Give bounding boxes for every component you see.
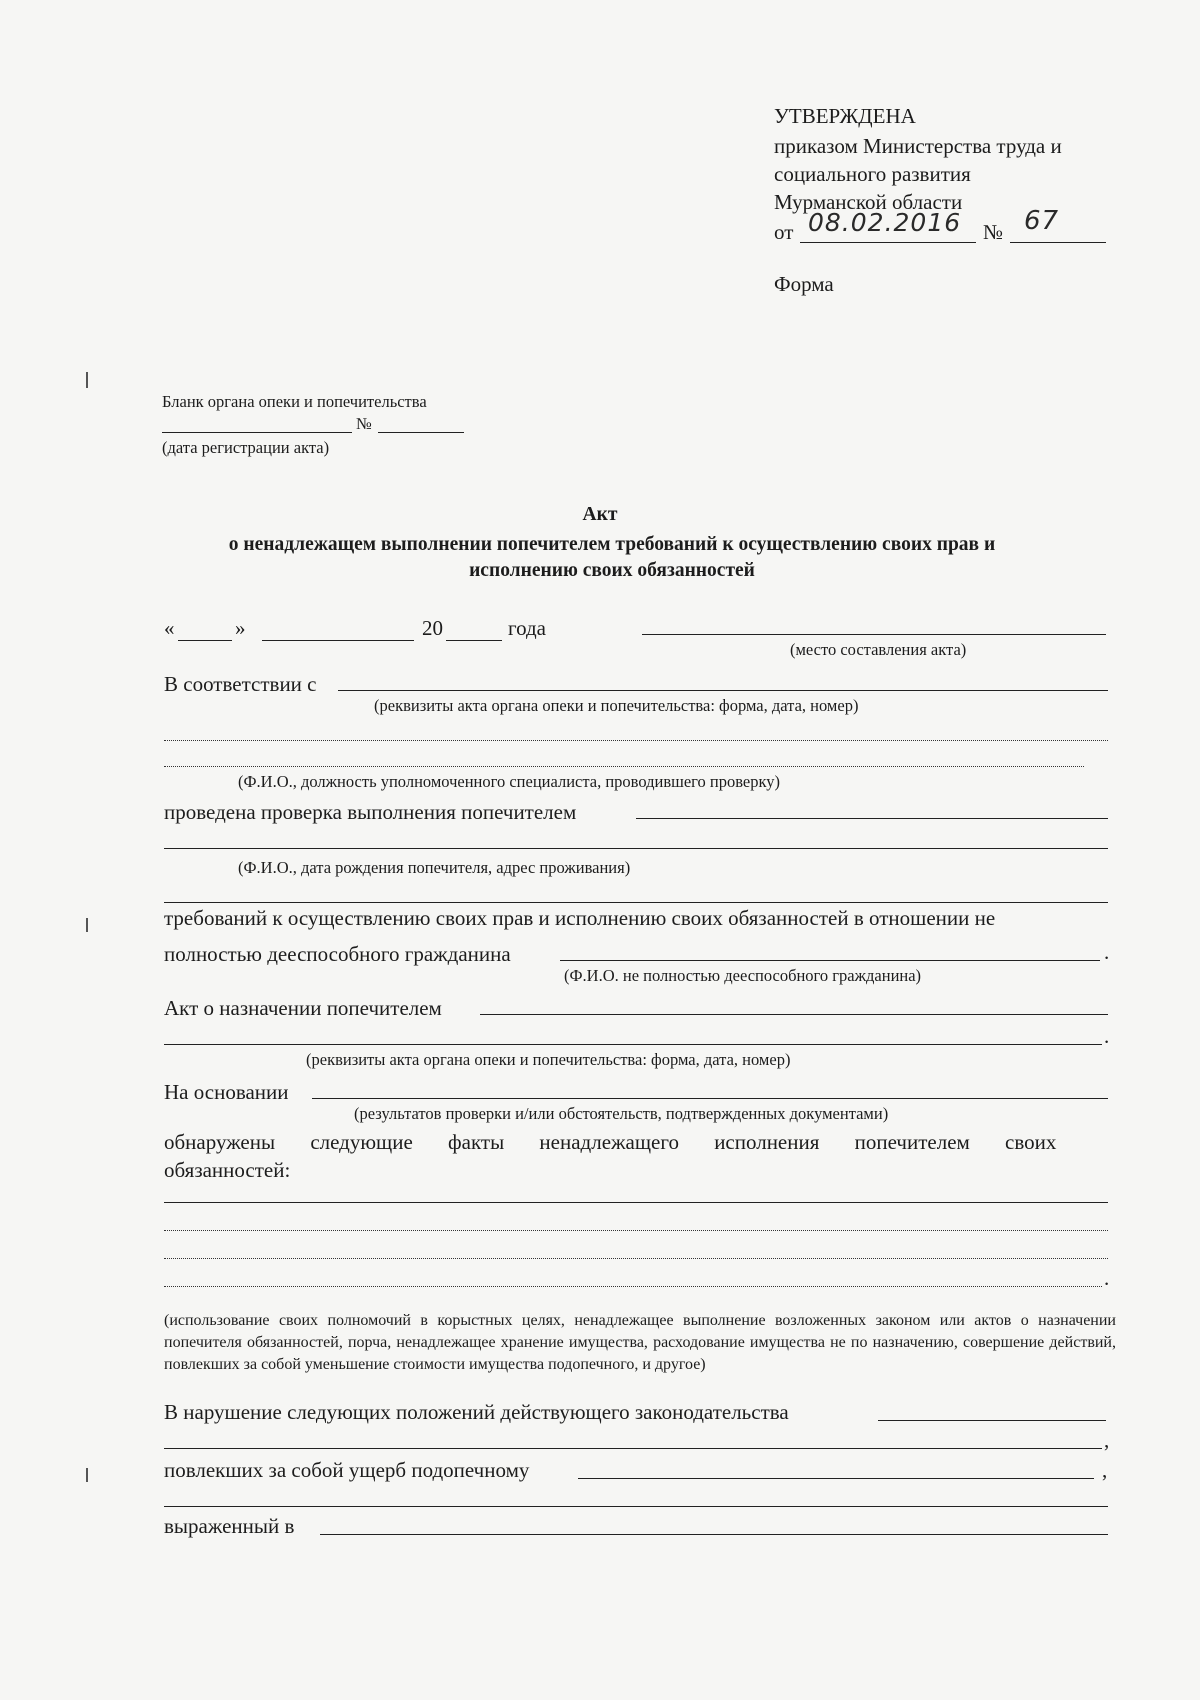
approval-date-line: [800, 242, 976, 243]
approval-line-1: приказом Министерства труда и: [774, 134, 1062, 158]
guardian-line-2: [164, 848, 1108, 849]
approval-line-3: Мурманской области: [774, 190, 963, 214]
day-line: [178, 640, 232, 641]
requirements-line-1: требований к осуществлению своих прав и исполнению своих обязанностей в отношении не: [164, 906, 996, 930]
scan-mark: [86, 918, 88, 932]
guardian-line-3: [164, 902, 1108, 903]
blank-caption: (дата регистрации акта): [162, 438, 330, 457]
found-line-1: обнаружены следующие факты ненадлежащего исполнения попечителем своих: [164, 1130, 1057, 1154]
damage-comma: ,: [1102, 1458, 1108, 1482]
citizen-dot: .: [1104, 940, 1110, 964]
scan-mark: [86, 372, 88, 388]
found-line-2: обязанностей:: [164, 1158, 291, 1182]
facts-line: [164, 1258, 1108, 1259]
damage-line: [578, 1478, 1094, 1479]
citizen-caption: (Ф.И.О. не полностью дееспособного гражданина): [564, 966, 922, 985]
approval-heading: УТВЕРЖДЕНА: [774, 104, 916, 128]
month-line: [262, 640, 414, 641]
appointment-line: [480, 1014, 1108, 1015]
approval-number-sign: №: [983, 220, 1004, 244]
year-suffix: года: [508, 616, 546, 640]
violation-label: В нарушение следующих положений действующего законодательства: [164, 1400, 789, 1424]
date-quote-open: «: [164, 616, 175, 640]
blank-date-line: [162, 432, 352, 433]
appointment-caption: (реквизиты акта органа опеки и попечительства: форма, дата, номер): [306, 1050, 791, 1069]
blank-number-sign: №: [356, 414, 372, 433]
appointment-line-2: [164, 1044, 1102, 1045]
act-subtitle-2: исполнению своих обязанностей: [469, 560, 755, 581]
approval-number-handwritten: 67: [1024, 206, 1060, 236]
appointment-dot: .: [1104, 1024, 1110, 1048]
date-quote-close: »: [235, 616, 246, 640]
facts-line: [164, 1230, 1108, 1231]
facts-caption: (использование своих полномочий в корыстных целях, ненадлежащее выполнение возложенных законом или актов о назначении попечителя обязанностей, порча, ненадлежащее хранение имущества, расходование имущества не по назначению, совершение действий, повлекших за собой уменьшение стоимости имущества подопечного, и другое): [164, 1312, 1116, 1373]
blank-number-line: [378, 432, 464, 433]
act-title: Акт: [582, 504, 618, 525]
year-line: [446, 640, 502, 641]
in-accordance-caption: (реквизиты акта органа опеки и попечительства: форма, дата, номер): [374, 696, 859, 715]
guardian-caption: (Ф.И.О., дата рождения попечителя, адрес проживания): [238, 858, 631, 877]
violation-comma: ,: [1104, 1428, 1110, 1452]
approval-line-2: социального развития: [774, 162, 971, 186]
citizen-line: [560, 960, 1100, 961]
fill-line: [164, 740, 1108, 741]
basis-caption: (результатов проверки и/или обстоятельств, подтвержденных документами): [354, 1104, 889, 1123]
approval-number-line: [1010, 242, 1106, 243]
form-label: Форма: [774, 272, 834, 296]
facts-dot: .: [1104, 1266, 1110, 1290]
facts-line: [164, 1202, 1108, 1203]
place-caption: (место составления акта): [790, 640, 967, 659]
scan-mark: [86, 1468, 88, 1482]
fill-line: [164, 766, 1084, 767]
check-done-label: проведена проверка выполнения попечителем: [164, 800, 577, 824]
in-accordance-line: [338, 690, 1108, 691]
damage-label: повлекших за собой ущерб подопечному: [164, 1458, 530, 1482]
damage-line-2: [164, 1506, 1108, 1507]
on-basis-label: На основании: [164, 1080, 289, 1104]
expressed-label: выраженный в: [164, 1514, 295, 1538]
in-accordance-label: В соответствии с: [164, 672, 317, 696]
violation-line: [878, 1420, 1106, 1421]
approval-date-prefix: от: [774, 220, 794, 244]
appointment-act-label: Акт о назначении попечителем: [164, 996, 442, 1020]
approval-date-handwritten: 08.02.2016: [808, 208, 962, 237]
expressed-line: [320, 1534, 1108, 1535]
place-line: [642, 634, 1106, 635]
blank-label: Бланк органа опеки и попечительства: [162, 392, 427, 411]
guardian-line: [636, 818, 1108, 819]
violation-line-2: [164, 1448, 1102, 1449]
requirements-line-2: полностью дееспособного гражданина: [164, 942, 511, 966]
year-prefix: 20: [422, 616, 443, 640]
act-subtitle-1: о ненадлежащем выполнении попечителем требований к осуществлению своих прав и: [228, 534, 996, 555]
specialist-caption: (Ф.И.О., должность уполномоченного специалиста, проводившего проверку): [238, 772, 781, 791]
facts-line: [164, 1286, 1102, 1287]
basis-line: [312, 1098, 1108, 1099]
